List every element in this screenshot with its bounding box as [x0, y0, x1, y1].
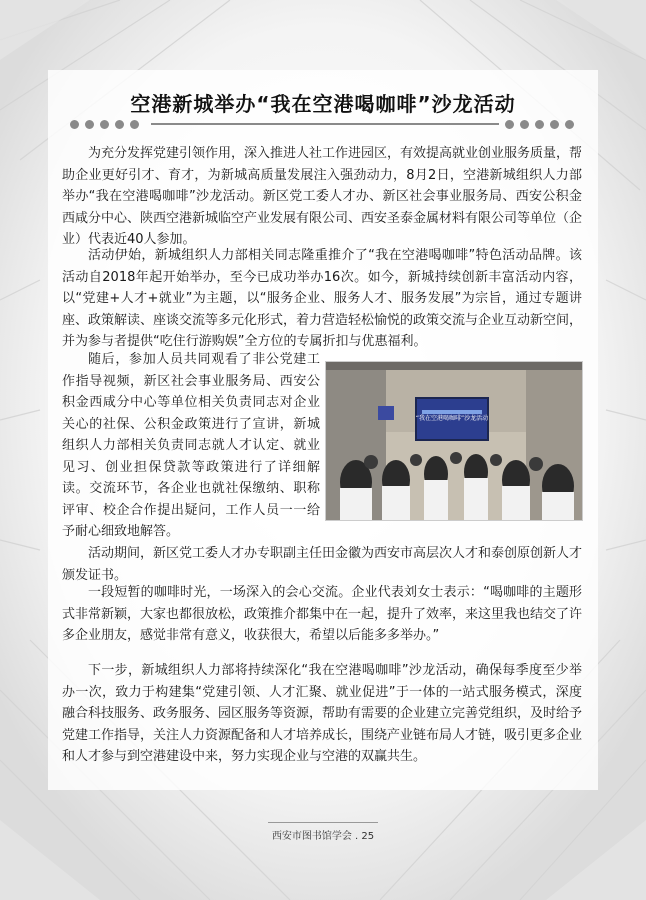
divider-dot	[85, 120, 94, 129]
screen-text: “我在空港喝咖啡”沙龙活动	[415, 415, 489, 422]
divider-dot	[535, 120, 544, 129]
divider-dot	[70, 120, 79, 129]
page-footer	[268, 827, 378, 842]
divider-dot	[130, 120, 139, 129]
paragraph-intro: 为充分发挥党建引领作用，深入推进人社工作进园区，有效提高就业创业服务质量，帮助企业更好引才、育才，为新城高质量发展注入强劲动力，8月2日，空港新城组织人力部举办“我在空港喝咖啡”沙龙活动。新区党工委人才办、新区社会事业服务局、西安公积金西咸分中心、陕西空港新城临空产业发展有限公司、西安圣泰金属材料有限公司等单位（企业）代表近40人参加。	[62, 146, 583, 247]
divider-dot	[505, 120, 514, 129]
divider-dot	[520, 120, 529, 129]
divider-dot	[115, 120, 124, 129]
event-photo	[325, 361, 583, 521]
paragraph-activity-start: 活动伊始，新城组织人力部相关同志隆重推介了“我在空港喝咖啡”特色活动品牌。该活动自2018年起开始举办，至今已成功举办16次。如今，新城持续创新丰富活动内容，以“党建+人才+就业”为主题，以“服务企业、服务人才、服务发展”为宗旨，通过专题讲座、政策解读、座谈交流等多元化形式，着力营造轻松愉悦的政策交流与企业互动新空间，并为参与者提供“吃住行游购娱”全方位的专属折扣与优惠福利。	[62, 248, 583, 349]
divider-dot	[100, 120, 109, 129]
divider-dot	[550, 120, 559, 129]
page-title: 空港新城举办“我在空港喝咖啡”沙龙活动	[130, 92, 516, 116]
footer-text: 西安市图书馆学会 . 25	[271, 831, 375, 842]
footer-rule	[268, 822, 378, 823]
paragraph-policy-briefing: 随后，参加人员共同观看了非公党建工作指导视频，新区社会事业服务局、西安公积金西咸分中心等单位相关负责同志对企业关心的社保、公积金政策进行了宣讲，新城组织人力部相关负责同志就人才认定、就业见习、创业担保贷款等政策进行了详细解读。交流环节，各企业也就社保缴纳、职称评审、校企合作提出疑问，工作人员一一给予耐心细致地解答。	[62, 352, 320, 539]
paragraph-feedback: 一段短暂的咖啡时光，一场深入的会心交流。企业代表刘女士表示：“喝咖啡的主题形式非常新颖，大家也都很放松，政策推介都集中在一起，提升了效率，来这里我也结交了许多企业朋友，感觉非常有意义，收获很大，希望以后能多多举办。”	[62, 585, 583, 643]
divider-line	[151, 123, 499, 125]
title-divider	[70, 117, 580, 131]
event-photo-illustration	[326, 362, 582, 520]
divider-dot	[565, 120, 574, 129]
paragraph-certificates: 活动期间，新区党工委人才办专职副主任田金徽为西安市高层次人才和泰创原创新人才颁发证书。	[62, 546, 583, 583]
paragraph-next-steps: 下一步，新城组织人力部将持续深化“我在空港喝咖啡”沙龙活动，确保每季度至少举办一次，致力于构建集“党建引领、人才汇聚、就业促进”于一体的一站式服务模式，深度融合科技服务、政务服务、园区服务等资源，帮助有需要的企业建立完善党组织，及时给予党建工作指导，关注人力资源配备和人才培养成长，围绕产业链布局人才链，吸引更多企业和人才参与到空港建设中来，努力实现企业与空港的双赢共生。	[62, 663, 583, 764]
